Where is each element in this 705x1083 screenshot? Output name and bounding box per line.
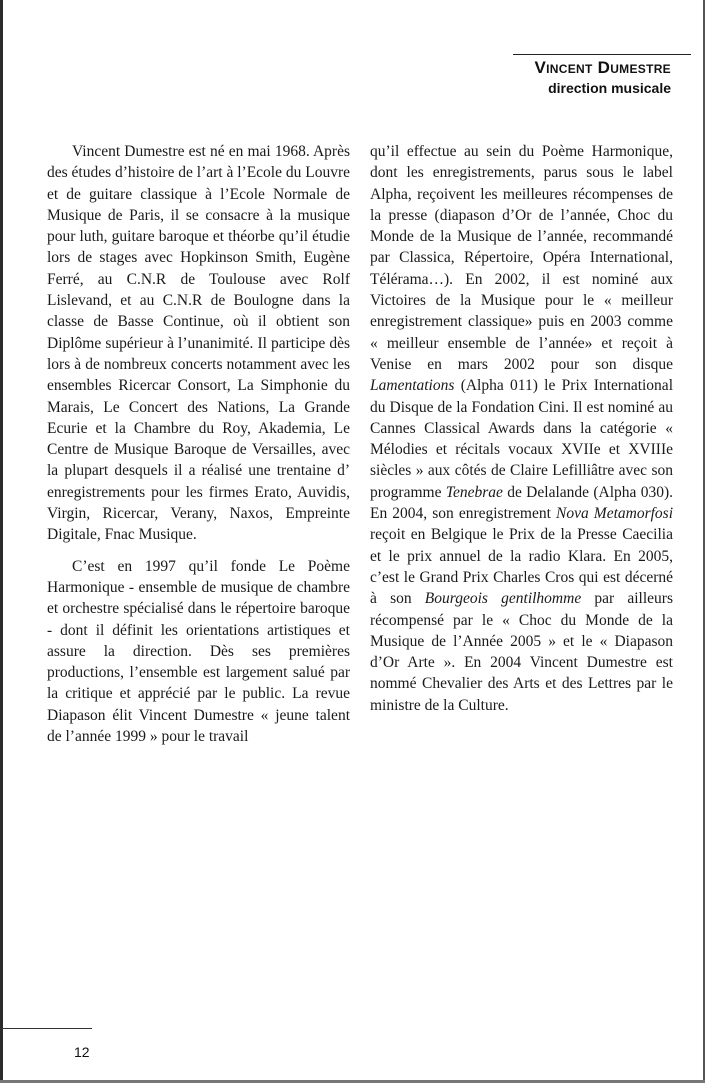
text-segment: qu’il effectue au sein du Poème Harmonique, dont les enregistrements, parus sous le label Alpha, reçoivent les meilleures récompenses de la presse (diapason d’Or de l’année, Choc du Monde de la Musique de l’année, recommandé par Classica, Répertoire, Opéra International, Télérama…). En 2002, il est nominé aux Victoires de la Musique pour le « meilleur enregistrement classique» puis en 2003 comme « meilleur ensemble de l’année» et reçoit à Venise en mars 2002 pour son disque xyxy=(370,143,673,373)
text-column-left xyxy=(47,141,350,747)
page-edge-left xyxy=(0,0,3,1083)
album-title-lamentations: Lamentations xyxy=(370,377,455,395)
biography-paragraph-1: Vincent Dumestre est né en mai 1968. Après des études d’histoire de l’art à l’Ecole du Louvre et de guitare classique à l’Ecole Normale de Musique de Paris, il se consacre à la musique pour luth, guitare baroque et théorbe qu’il étudie lors de stages avec Hopkinson Smith, Eugène Ferré, au C.N.R de Toulouse avec Rolf Lislevand, et au C.N.R de Boulogne dans la classe de Basse Continue, où il obtient son Diplôme supérieur à l’unanimité. Il participe dès lors à de nombreux concerts notamment avec les ensembles Ricercar Consort, La Simphonie du Marais, Le Concert des Nations, La Grande Ecurie et la Chambre du Roy, Akademia, Le Centre de Musique Baroque de Versailles, avec la plupart desquels il a réalisé une trentaine d’ enregistrements pour les firmes Erato, Auvidis, Virgin, Ricercar, Verany, Naxos, Empreinte Digitale, Fnac Musique. xyxy=(47,143,350,544)
text-segment: (Alpha 011) le Prix International du Disque de la Fondation Cini. Il est nominé au Cannes Classical Awards dans la catégorie « Mélodies et récitals vocaux XVIIe et XVIIIe siècles » aux côtés de Claire Lefilliâtre avec son programme xyxy=(370,377,673,501)
text-segment: par ailleurs récompensé par le « Choc du Monde de la Musique de l’Année 2005 » et le « Diapason d’Or Arte ». En 2004 Vincent Dumestre est nommé Chevalier des Arts et des Lettres par le ministre de la Culture. xyxy=(370,590,673,714)
album-title-tenebrae: Tenebrae xyxy=(445,483,503,501)
text-segment: de Delalande (Alpha 030). En 2004, son enregistrement xyxy=(370,483,673,523)
text-segment: reçoit en Belgique le Prix de la Presse Caecilia et le prix annuel de la radio Klara. En 2005, c’est le Grand Prix Charles Cros qui est décerné à son xyxy=(370,526,673,608)
biography-paragraph-2: C’est en 1997 qu’il fonde Le Poème Harmonique - ensemble de musique de chambre et orchestre spécialisé dans le répertoire baroque - dont il définit les orientations artistiques et assure la direction. Dès ses premières productions, l’ensemble est largement salué par la critique et apprécié par le public. La revue Diapason élit Vincent Dumestre « jeune talent de l’année 1999 » pour le travail xyxy=(47,557,350,746)
text-column-right xyxy=(370,141,673,716)
page-number: 12 xyxy=(74,1044,90,1060)
footer-rule xyxy=(0,1028,92,1029)
page-title: Vincent Dumestre xyxy=(534,58,671,77)
album-title-bourgeois-gentilhomme: Bourgeois gentilhomme xyxy=(424,590,582,608)
album-title-nova-metamorfosi: Nova Metamorfosi xyxy=(556,505,674,523)
biography-paragraph-continued xyxy=(370,141,673,716)
page-subtitle: direction musicale xyxy=(548,80,671,96)
header-rule xyxy=(513,54,691,55)
